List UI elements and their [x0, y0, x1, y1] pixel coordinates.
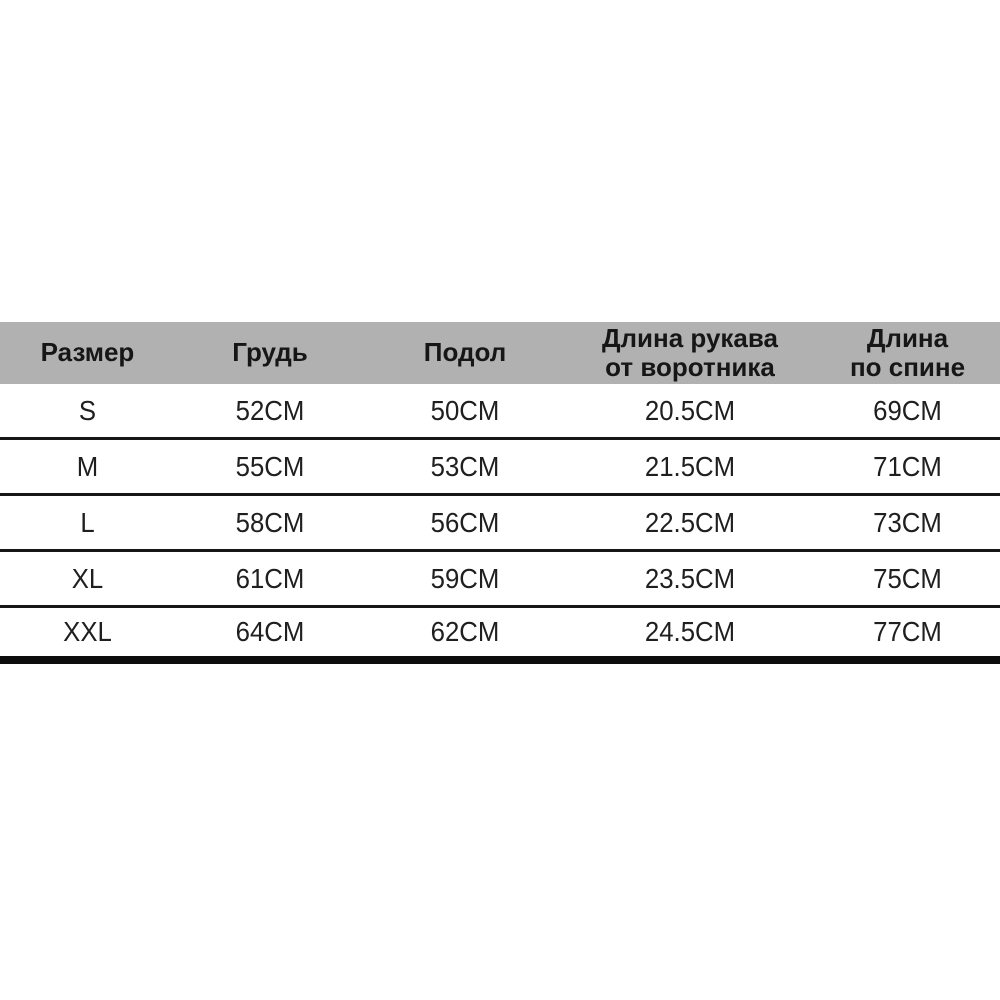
table-row-xl — [0, 552, 1000, 608]
hem-cell: 56CM — [430, 506, 500, 538]
size-chart-table — [0, 322, 1000, 664]
sleeve-cell: 22.5CM — [644, 506, 736, 538]
size-cell: XL — [71, 562, 104, 594]
table-row-m — [0, 440, 1000, 496]
back-length-cell: 75CM — [873, 562, 942, 594]
hem-cell: 53CM — [430, 450, 500, 482]
chest-cell: 64CM — [235, 616, 305, 647]
sleeve-cell: 24.5CM — [644, 616, 736, 647]
table-row-s — [0, 384, 1000, 440]
back-length-cell: 71CM — [873, 450, 942, 482]
sleeve-cell: 21.5CM — [644, 450, 736, 482]
back-length-cell: 69CM — [873, 394, 942, 426]
chest-cell: 55CM — [235, 450, 305, 482]
hem-cell: 50CM — [430, 394, 500, 426]
hem-cell: 59CM — [430, 562, 500, 594]
size-cell: L — [80, 506, 95, 538]
sleeve-cell: 23.5CM — [644, 562, 736, 594]
header-sleeve-length — [565, 322, 815, 384]
table-row-xxl — [0, 608, 1000, 664]
chest-cell: 61CM — [235, 562, 305, 594]
chest-cell: 58CM — [235, 506, 305, 538]
size-cell: M — [76, 450, 99, 482]
header-hem: Подол — [423, 337, 507, 368]
header-sleeve-line1: Длина рукава — [602, 322, 778, 353]
header-size: Размер — [40, 337, 135, 368]
table-row-l — [0, 496, 1000, 552]
hem-cell: 62CM — [430, 616, 500, 647]
back-length-cell: 73CM — [873, 506, 942, 538]
sleeve-cell: 20.5CM — [644, 394, 736, 426]
back-length-cell: 77CM — [873, 616, 942, 647]
size-cell: S — [78, 394, 97, 426]
header-back-line1: Длина — [866, 322, 949, 353]
header-sleeve-line2: от воротника — [605, 352, 775, 382]
table-header-row — [0, 322, 1000, 384]
size-cell: XXL — [63, 616, 112, 647]
chest-cell: 52CM — [235, 394, 305, 426]
header-chest: Грудь — [232, 337, 308, 368]
header-back-line2: по спине — [849, 352, 966, 382]
header-back-length — [815, 322, 1000, 384]
